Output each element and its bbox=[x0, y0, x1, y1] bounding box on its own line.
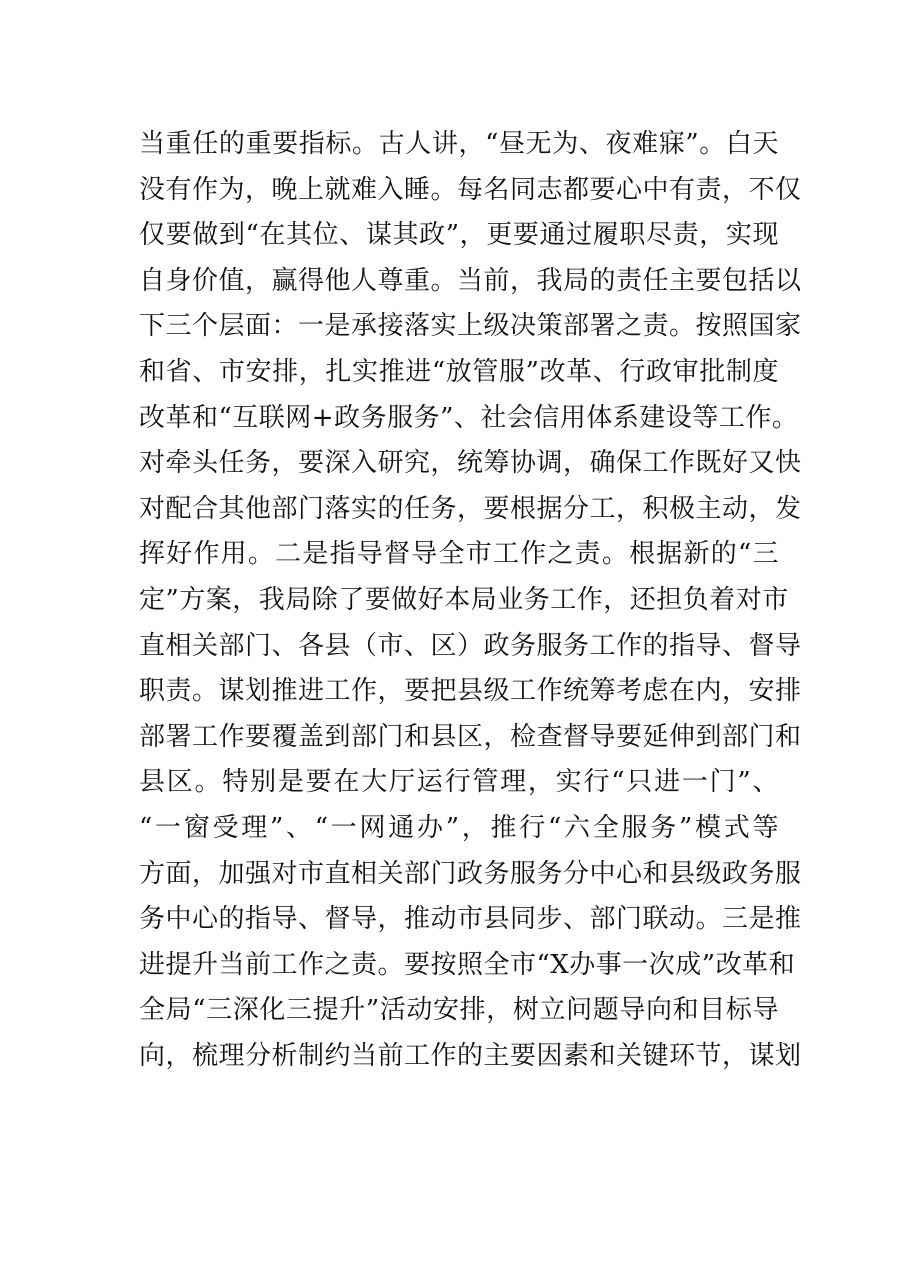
text-line: 部署工作要覆盖到部门和县区，检查督导要延伸到部门和 bbox=[139, 721, 802, 752]
text-line: 进提升当前工作之责。要按照全市“X办事一次成”改革和 bbox=[139, 949, 796, 980]
text-line: 向，梳理分析制约当前工作的主要因素和关键环节，谋划 bbox=[139, 1040, 802, 1071]
body-text bbox=[139, 122, 802, 1079]
text-line: 对牵头任务，要深入研究，统筹协调，确保工作既好又快 bbox=[139, 448, 802, 479]
text-line: 自身价值，赢得他人尊重。当前，我局的责任主要包括以 bbox=[139, 265, 802, 296]
text-line: 县区。特别是要在大厅运行管理，实行“只进一门”、 bbox=[139, 767, 779, 798]
text-line: 挥好作用。二是指导督导全市工作之责。根据新的“三 bbox=[139, 539, 779, 570]
text-line: 务中心的指导、督导，推动市县同步、部门联动。三是推 bbox=[139, 904, 802, 935]
text-line: “一窗受理”、“一网通办”，推行“六全服务”模式等 bbox=[139, 812, 779, 843]
text-line: 定”方案，我局除了要做好本局业务工作，还担负着对市 bbox=[139, 584, 789, 615]
text-line: 没有作为，晚上就难入睡。每名同志都要心中有责，不仅 bbox=[139, 174, 802, 205]
text-line: 下三个层面：一是承接落实上级决策部署之责。按照国家 bbox=[139, 311, 802, 342]
text-line: 仅要做到“在其位、谋其政”，更要通过履职尽责，实现 bbox=[139, 220, 779, 251]
text-line: 职责。谋划推进工作，要把县级工作统筹考虑在内，安排 bbox=[139, 676, 802, 707]
text-line: 当重任的重要指标。古人讲，“昼无为、夜难寐”。白天 bbox=[139, 129, 779, 159]
text-line: 全局“三深化三提升”活动安排，树立问题导向和目标导 bbox=[139, 995, 779, 1026]
text-line: 对配合其他部门落实的任务，要根据分工，积极主动，发 bbox=[139, 493, 802, 524]
text-line: 改革和“互联网+政务服务”、社会信用体系建设等工作。 bbox=[139, 402, 799, 433]
text-line: 方面，加强对市直相关部门政务服务分中心和县级政务服 bbox=[139, 858, 802, 889]
text-line: 直相关部门、各县（市、区）政务服务工作的指导、督导 bbox=[139, 630, 802, 661]
text-line: 和省、市安排，扎实推进“放管服”改革、行政审批制度 bbox=[139, 356, 779, 387]
